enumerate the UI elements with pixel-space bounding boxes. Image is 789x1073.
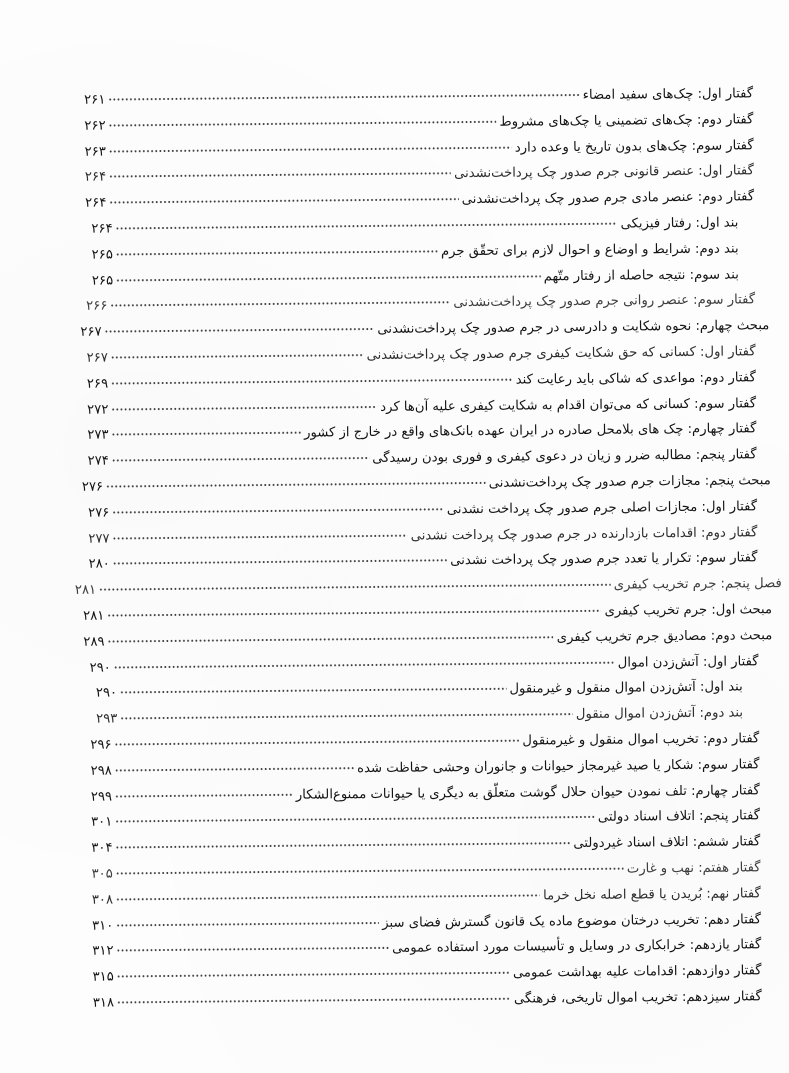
toc-dot-leader — [116, 239, 438, 258]
toc-dot-leader — [106, 471, 486, 491]
toc-entry-page-number: ۲۶۱ — [84, 92, 106, 108]
toc-entry-title: بند اول: آتش‌زدن اموال منقول و غیرمنقول — [509, 679, 743, 698]
toc-entry-title: بند دوم: آتش‌زدن اموال منقول — [575, 705, 744, 723]
toc-entry-title: گفتار ششم: اتلاف اسناد غیردولتی — [573, 834, 761, 852]
toc-entry-title: مبحث پنجم: مجازات جرم صدور چک پرداخت‌نشدنی — [488, 473, 771, 491]
toc-entry-page-number: ۲۷۶ — [88, 505, 110, 521]
toc-entry-title: گفتار نهم: بُریدن یا قطع اصله نخل خرما — [543, 885, 761, 904]
toc-dot-leader — [113, 549, 448, 568]
toc-entry-title: گفتار سوم: چک‌های بدون تاریخ یا وعده دارد — [514, 137, 754, 156]
toc-dot-leader — [115, 782, 293, 800]
toc-dot-leader — [111, 367, 513, 387]
toc-dot-leader — [120, 702, 573, 722]
toc-dot-leader — [108, 83, 579, 104]
toc-entry-title: گفتار اول: چک‌های سفید امضاء — [582, 86, 754, 103]
toc-entry-title: گفتار پنجم: اتلاف اسناد دولتی — [597, 808, 761, 826]
toc-dot-leader — [116, 910, 379, 929]
toc-dot-leader — [115, 831, 570, 851]
toc-entry-page-number: ۲۷۲ — [87, 402, 109, 418]
toc-dot-leader — [112, 446, 370, 464]
toc-dot-leader — [112, 497, 444, 516]
toc-dot-leader — [109, 110, 497, 130]
toc-entry-title: مبحث دوم: مصادیق جرم تخریب کیفری — [556, 627, 773, 645]
toc-entry-page-number: ۳۱۵ — [92, 969, 114, 985]
toc-entry-page-number: ۲۷۴ — [87, 453, 109, 469]
toc-dot-leader — [109, 162, 451, 181]
toc-dot-leader — [110, 291, 450, 310]
toc-entry-page-number: ۲۹۹ — [90, 789, 113, 805]
toc-entry-title: فصل پنجم: جرم تخریب کیفری — [613, 576, 782, 593]
toc-entry-page-number: ۲۷۳ — [87, 427, 109, 444]
toc-entry-page-number: ۲۶۴ — [85, 195, 107, 211]
toc-entry-page-number: ۳۰۸ — [91, 892, 114, 908]
toc-dot-leader — [109, 135, 512, 155]
toc-dot-leader — [114, 650, 615, 671]
toc-dot-leader — [116, 212, 618, 233]
toc-entry-title: بند دوم: شرایط و اوضاع و احوال لازم برای تحقّق جرم — [440, 241, 739, 260]
toc-entry-page-number: ۲۶۴ — [91, 221, 113, 237]
toc-entry-title: گفتار دهم: تخریب درختان موضوع ماده یک قانون گسترش فضای سبز — [382, 911, 762, 931]
toc-dot-leader — [120, 677, 506, 697]
toc-dot-leader — [115, 756, 354, 774]
toc-entry-page-number: ۲۷۶ — [81, 479, 104, 495]
toc-entry-page-number: ۲۶۵ — [91, 273, 114, 289]
toc-entry-page-number: ۲۸۹ — [83, 634, 105, 650]
toc-entry-page-number: ۳۰۵ — [91, 866, 113, 882]
toc-entry-title: گفتار سوم: عنصر روانی جرم صدور چک پرداخت‌نشدنی — [453, 292, 756, 311]
toc-entry-title: گفتار چهارم: چک های بلامحل صادره در ایران عهده بانک‌های واقع در خارج از کشور — [303, 421, 757, 442]
toc-dot-leader — [107, 599, 601, 620]
toc-entry-page-number: ۲۶۵ — [91, 247, 113, 263]
toc-entry-page-number: ۲۶۷ — [86, 350, 108, 366]
toc-entry-title: گفتار دوم: چک‌های تضمینی یا چک‌های مشروط — [499, 112, 754, 130]
toc-entry-page-number: ۳۰۴ — [91, 840, 113, 856]
toc-entry-page-number: ۲۹۶ — [90, 737, 112, 753]
toc-dot-leader — [117, 961, 510, 981]
toc-dot-leader — [112, 523, 407, 542]
toc-entry-page-number: ۲۶۴ — [84, 169, 107, 186]
toc-dot-leader — [116, 936, 389, 955]
toc-entry-title: بند اول: رفتار فیزیکی — [620, 215, 739, 232]
toc-entry-page-number: ۲۸۱ — [74, 582, 97, 598]
toc-dot-leader — [117, 987, 511, 1007]
toc-entry-page-number: ۲۶۲ — [84, 118, 106, 134]
toc-entry-title: مبحث چهارم: نحوه شکایت و دادرسی در جرم صدور چک پرداخت‌نشدنی — [377, 318, 770, 338]
toc-entry-page-number: ۲۶۳ — [84, 144, 106, 160]
toc-entry-title: گفتار چهارم: تلف نمودن حیوان حلال گوشت متعلّق به دیگری یا حیوانات ممنوع‌الشکار — [295, 782, 760, 803]
toc-entry-page-number: ۳۰۱ — [90, 814, 113, 831]
toc-dot-leader — [109, 187, 459, 206]
toc-entry-title: گفتار اول: آتش‌زدن اموال — [617, 653, 759, 671]
toc-entry-page-number: ۲۶۷ — [80, 324, 102, 340]
toc-entry-title: گفتار دوم: اقدامات بازدارنده در جرم صدور چک پرداخت نشدنی — [410, 524, 758, 544]
toc-entry-title: گفتار اول: عنصر قانونی جرم صدور چک پرداخت‌نشدنی — [454, 163, 754, 182]
toc-dot-leader — [111, 421, 301, 439]
toc-entry-title: گفتار دوازدهم: اقدامات علیه بهداشت عمومی — [512, 963, 762, 981]
toc-dot-leader — [107, 625, 553, 645]
toc-entry-page-number: ۲۶۶ — [86, 298, 108, 315]
toc-entry-title: گفتار دوم: عنصر مادی جرم صدور چک پرداخت‌نشدنی — [461, 189, 755, 208]
toc-dot-leader — [116, 883, 540, 903]
toc-entry-title: گفتار دوم: تخریب اموال منقول و غیرمنقول — [522, 731, 760, 749]
toc-entry-title: گفتار سوم: تکرار یا تعدد جرم صدور چک پرداخت نشدنی — [450, 550, 758, 569]
toc-entry-title: گفتار سوم: شکار یا صید غیرمجاز حیوانات و جانوران وحشی حفاظت شده — [357, 757, 760, 776]
toc-entry-page-number: ۳۱۰ — [91, 917, 114, 934]
toc-entry-title: گفتار سوم: کسانی که می‌توان اقدام به شکایت کیفری علیه آن‌ها کرد — [380, 395, 757, 415]
toc-entry-title: گفتار هفتم: نهب و غارت — [626, 860, 761, 877]
toc-entry-title: گفتار اول: کسانی که حق شکایت کیفری جرم صدور چک پرداخت‌نشدنی — [366, 344, 756, 364]
toc-dot-leader — [115, 805, 595, 826]
toc-entry-page-number: ۲۹۸ — [90, 763, 112, 779]
toc-entry-page-number: ۳۱۸ — [92, 995, 115, 1011]
toc-dot-leader — [111, 343, 364, 361]
toc-entry-title: گفتار یازدهم: خرابکاری در وسایل و تأسیسات مورد استفاده عمومی — [392, 937, 762, 957]
toc-entry-page-number: ۲۹۰ — [95, 685, 118, 701]
toc-entry-title: گفتار سیزدهم: تخریب اموال تاریخی، فرهنگی — [513, 989, 762, 1007]
toc-entry-page-number: ۲۹۳ — [96, 711, 118, 727]
toc-dot-leader — [114, 729, 519, 749]
toc-entry-page-number: ۲۷۷ — [88, 531, 110, 547]
toc-entry-page-number: ۲۸۱ — [83, 608, 105, 624]
toc-entry-title: گفتار پنجم: مطالبه ضرر و زیان در دعوی کیفری و فوری بودن رسیدگی — [372, 447, 757, 467]
toc-dot-leader — [104, 317, 374, 336]
toc-entry-title: بند سوم: نتیجه حاصله از رفتار متّهم — [543, 267, 739, 284]
toc-dot-leader — [111, 395, 377, 414]
table-of-contents-list — [0, 81, 789, 1017]
toc-entry-page-number: ۳۱۲ — [92, 943, 114, 959]
toc-entry-title: مبحث اول: جرم تخریب کیفری — [604, 602, 773, 619]
toc-entry-page-number: ۲۹۰ — [89, 660, 111, 676]
toc-dot-leader — [116, 264, 541, 284]
toc-entry-title: گفتار دوم: مواعدی که شاکی باید رعایت کند — [515, 370, 756, 388]
toc-entry-page-number: ۲۸۰ — [88, 556, 110, 573]
toc-entry-title: گفتار اول: مجازات اصلی جرم صدور چک پرداخت نشدنی — [446, 499, 758, 518]
toc-entry-page-number: ۲۶۹ — [86, 376, 109, 392]
